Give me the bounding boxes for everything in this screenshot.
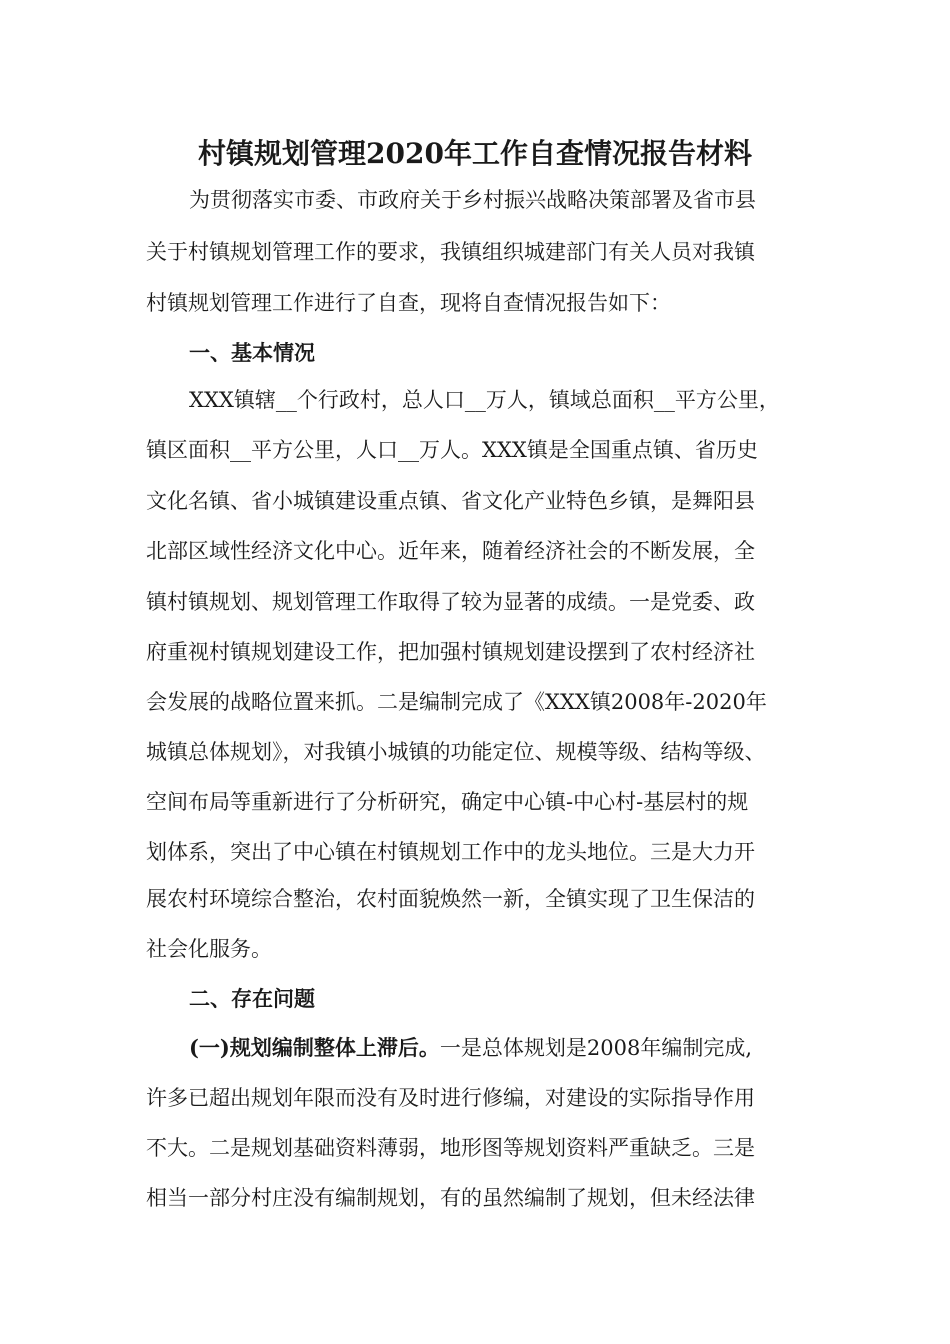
paragraph-line: 展农村环境综合整治，农村面貌焕然一新，全镇实现了卫生保洁的 [146,887,755,911]
paragraph-line [189,1033,752,1063]
intro-line: 关于村镇规划管理工作的要求，我镇组织城建部门有关人员对我镇 [146,240,755,264]
paragraph-line: 划体系，突出了中心镇在村镇规划工作中的龙头地位。三是大力开 [146,840,755,864]
item-text: 一是总体规划是2008年编制完成, [439,1036,752,1060]
paragraph-line: 镇区面积__平方公里，人口__万人。XXX镇是全国重点镇、省历史 [146,438,758,462]
section-heading-basic: 一、基本情况 [189,340,315,365]
paragraph-line: 空间布局等重新进行了分析研究，确定中心镇-中心村-基层村的规 [146,790,749,814]
paragraph-line: 许多已超出规划年限而没有及时进行修编，对建设的实际指导作用 [146,1086,755,1110]
paragraph-line: 相当一部分村庄没有编制规划，有的虽然编制了规划，但未经法律 [146,1186,755,1210]
intro-line: 为贯彻落实市委、市政府关于乡村振兴战略决策部署及省市县 [189,188,756,212]
document-title: 村镇规划管理2020年工作自查情况报告材料 [198,137,752,170]
paragraph-line: 镇村镇规划、规划管理工作取得了较为显著的成绩。一是党委、政 [146,590,755,614]
paragraph-line: 社会化服务。 [146,937,272,961]
paragraph-line: 文化名镇、省小城镇建设重点镇、省文化产业特色乡镇，是舞阳县 [146,489,755,513]
intro-line: 村镇规划管理工作进行了自查，现将自查情况报告如下： [146,291,671,315]
paragraph-line: 不大。二是规划基础资料薄弱，地形图等规划资料严重缺乏。三是 [146,1136,755,1160]
paragraph-line: 北部区域性经济文化中心。近年来，随着经济社会的不断发展，全 [146,539,755,563]
paragraph-line: 城镇总体规划》，对我镇小城镇的功能定位、规模等级、结构等级、 [146,740,766,764]
paragraph-line: 府重视村镇规划建设工作，把加强村镇规划建设摆到了农村经济社 [146,640,755,664]
paragraph-line: XXX镇辖__个行政村，总人口__万人，镇域总面积__平方公里， [189,388,780,412]
section-heading-problems: 二、存在问题 [189,986,315,1011]
paragraph-line: 会发展的战略位置来抓。二是编制完成了《XXX镇2008年-2020年 [146,690,767,714]
item-heading: (一)规划编制整体上滞后。 [189,1035,440,1060]
